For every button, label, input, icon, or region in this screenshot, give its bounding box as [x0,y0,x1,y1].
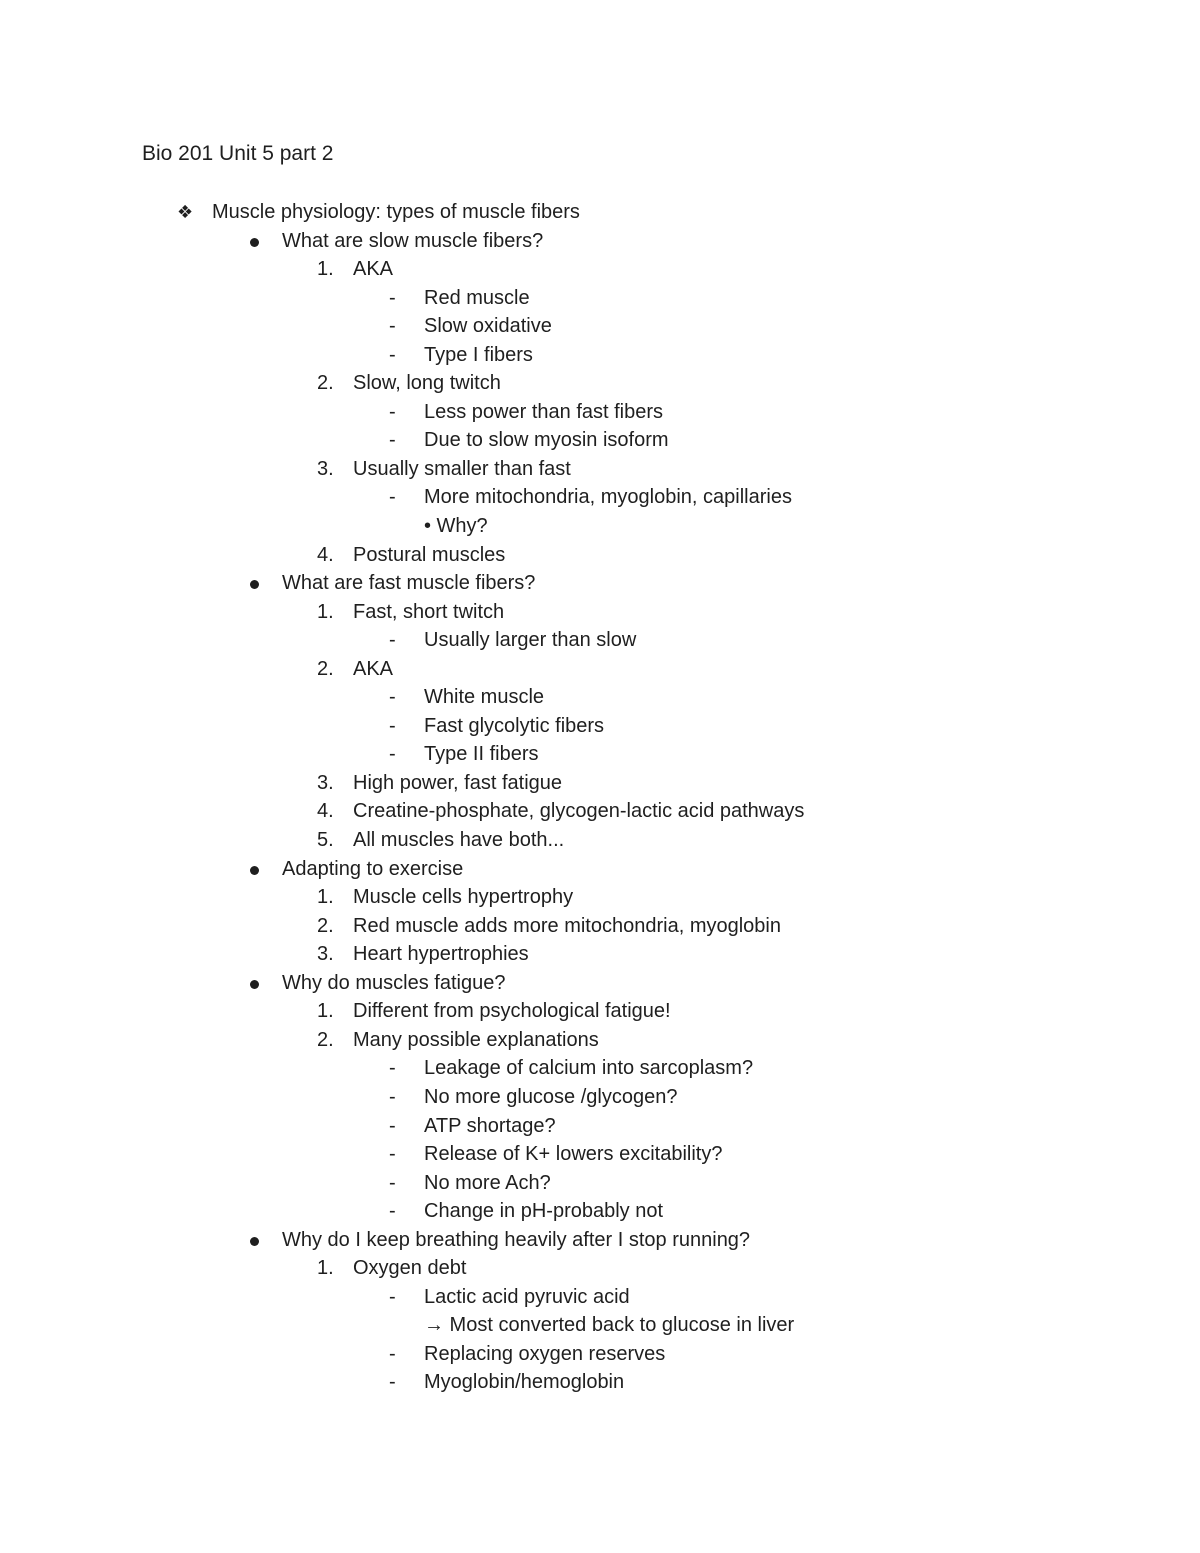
outline-line [0,598,1200,627]
outline-line [0,227,1200,256]
outline-text: Type I fibers [424,343,533,366]
dash-marker: - [389,1143,396,1166]
outline-line [0,1169,1200,1198]
outline-text: All muscles have both... [353,829,565,852]
outline-text: Due to slow myosin isoform [424,429,669,452]
outline-text: Slow, long twitch [353,372,501,395]
dash-marker: - [389,743,396,766]
outline-text: • Why? [424,515,488,538]
outline-line [0,198,1200,227]
notes-outline [0,198,1200,1397]
document-title: Bio 201 Unit 5 part 2 [142,142,334,165]
outline-text: Replacing oxygen reserves [424,1342,666,1365]
bullet-dot-icon [250,980,259,989]
outline-line [0,997,1200,1026]
outline-text: What are fast muscle fibers? [282,572,536,595]
list-number: 1. [317,258,334,281]
outline-text: High power, fast fatigue [353,771,563,794]
bullet-dot-icon [250,238,259,247]
list-number: 2. [317,1028,334,1051]
outline-line [0,1054,1200,1083]
outline-text: Postural muscles [353,543,506,566]
dash-marker: - [389,1114,396,1137]
outline-line [0,1083,1200,1112]
outline-line [0,284,1200,313]
outline-text: Muscle cells hypertrophy [353,886,574,909]
outline-line [0,1026,1200,1055]
dash-marker: - [389,1342,396,1365]
outline-line [0,255,1200,284]
outline-text: Release of K+ lowers excitability? [424,1143,723,1166]
outline-text: Type II fibers [424,743,539,766]
list-number: 1. [317,886,334,909]
list-number: 4. [317,543,334,566]
outline-text: → Most converted back to glucose in liver [424,1314,795,1337]
dash-marker: - [389,1371,396,1394]
outline-text: No more Ach? [424,1171,551,1194]
outline-text: What are slow muscle fibers? [282,229,544,252]
outline-line [0,1340,1200,1369]
outline-line [0,740,1200,769]
outline-text: Adapting to exercise [282,857,464,880]
outline-line [0,369,1200,398]
outline-text: AKA [353,657,394,680]
dash-marker: - [389,315,396,338]
outline-line [0,483,1200,512]
dash-marker: - [389,714,396,737]
outline-text: Muscle physiology: types of muscle fibers [212,201,580,223]
outline-text: Why do I keep breathing heavily after I stop running? [282,1228,751,1251]
outline-line [0,1254,1200,1283]
outline-line [0,655,1200,684]
list-number: 1. [317,1000,334,1023]
outline-line [0,683,1200,712]
outline-line [0,455,1200,484]
dash-marker: - [389,1171,396,1194]
outline-line [0,341,1200,370]
list-number: 1. [317,1257,334,1280]
list-number: 5. [317,829,334,852]
outline-text: Leakage of calcium into sarcoplasm? [424,1057,754,1080]
outline-text: Usually smaller than fast [353,457,571,480]
outline-line [0,1368,1200,1397]
bullet-dot-icon [250,866,259,875]
outline-text: White muscle [424,686,545,709]
list-number: 2. [317,657,334,680]
outline-text: Red muscle adds more mitochondria, myoglobin [353,914,781,937]
list-number: 2. [317,914,334,937]
outline-line [0,826,1200,855]
outline-text: Oxygen debt [353,1257,467,1280]
outline-text: ATP shortage? [424,1114,556,1137]
list-number: 3. [317,457,334,480]
list-number: 1. [317,600,334,623]
outline-line [0,398,1200,427]
outline-line [0,940,1200,969]
diamond-bullet-icon: ❖ [177,202,194,222]
list-number: 4. [317,800,334,823]
outline-text: Usually larger than slow [424,629,637,652]
outline-text: Myoglobin/hemoglobin [424,1371,625,1394]
outline-line [0,712,1200,741]
dash-marker: - [389,1057,396,1080]
outline-line [0,1283,1200,1312]
outline-line [0,1112,1200,1141]
outline-text: More mitochondria, myoglobin, capillaries [424,486,792,509]
dash-marker: - [389,486,396,509]
outline-text: Different from psychological fatigue! [353,1000,671,1023]
outline-text: Fast, short twitch [353,600,505,623]
outline-line [0,912,1200,941]
outline-text: Many possible explanations [353,1028,599,1051]
dash-marker: - [389,1285,396,1308]
outline-text: AKA [353,258,394,281]
outline-text: Fast glycolytic fibers [424,714,605,737]
outline-line [0,797,1200,826]
outline-line [0,312,1200,341]
dash-marker: - [389,1085,396,1108]
dash-marker: - [389,1200,396,1223]
outline-line [0,883,1200,912]
outline-text: Slow oxidative [424,315,552,338]
list-number: 3. [317,943,334,966]
outline-line [0,426,1200,455]
bullet-dot-icon [250,1237,259,1246]
outline-line [0,969,1200,998]
dash-marker: - [389,286,396,309]
bullet-dot-icon [250,580,259,589]
list-number: 3. [317,771,334,794]
dash-marker: - [389,686,396,709]
outline-text: Why do muscles fatigue? [282,971,506,994]
dash-marker: - [389,429,396,452]
outline-text: Less power than fast fibers [424,400,664,423]
list-number: 2. [317,372,334,395]
dash-marker: - [389,629,396,652]
dash-marker: - [389,400,396,423]
outline-line [0,1311,1200,1340]
outline-line [0,1197,1200,1226]
dash-marker: - [389,343,396,366]
outline-text: Change in pH-probably not [424,1200,664,1223]
outline-line [0,855,1200,884]
outline-text: Red muscle [424,286,530,309]
outline-line [0,569,1200,598]
outline-text: Heart hypertrophies [353,943,529,966]
outline-line [0,1140,1200,1169]
outline-line [0,512,1200,541]
outline-line [0,769,1200,798]
outline-text: Lactic acid pyruvic acid [424,1285,630,1308]
outline-line [0,626,1200,655]
outline-line [0,1226,1200,1255]
outline-text: Creatine-phosphate, glycogen-lactic acid pathways [353,800,805,823]
outline-line [0,541,1200,570]
outline-text: No more glucose /glycogen? [424,1085,678,1108]
